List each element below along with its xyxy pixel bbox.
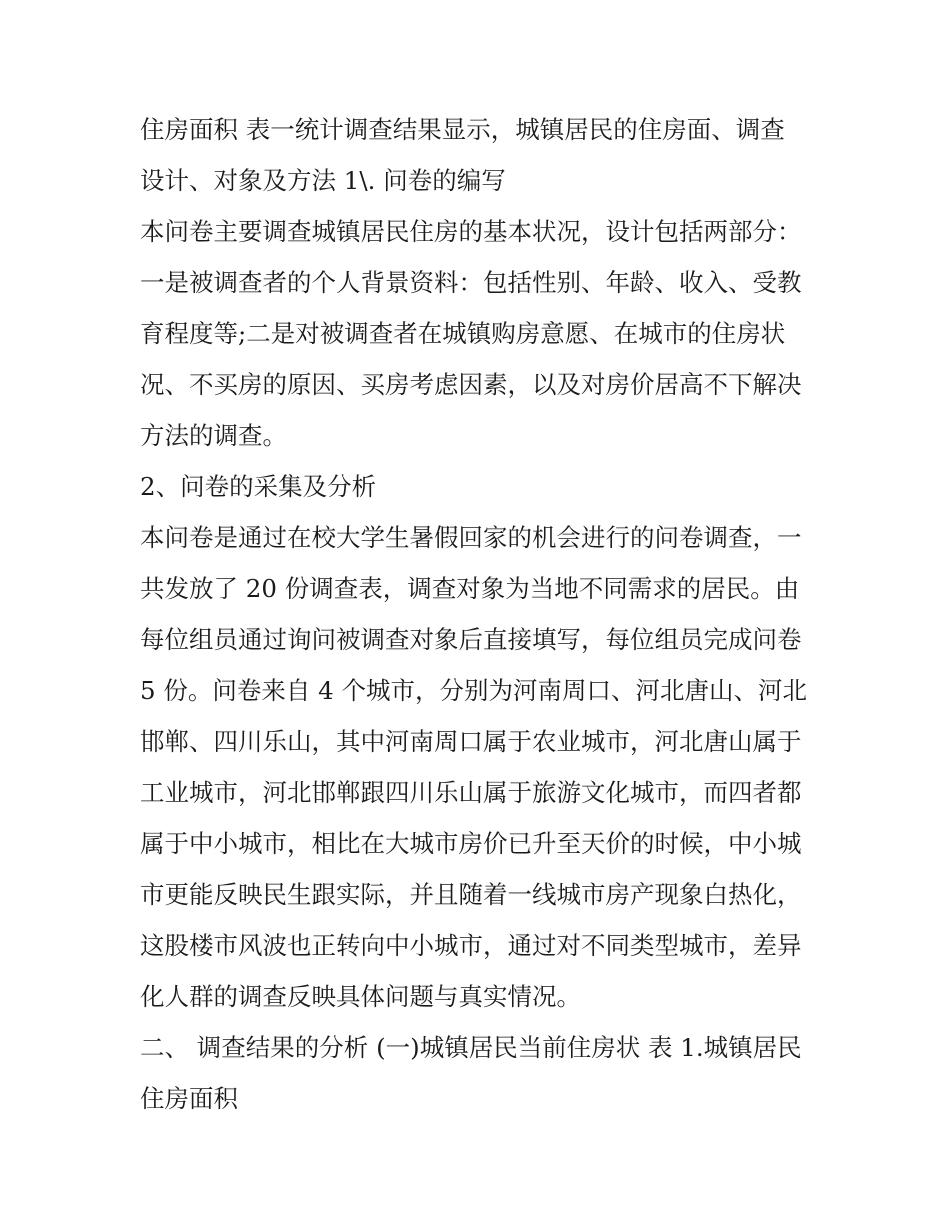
text-line: 市更能反映民生跟实际，并且随着一线城市房产现象白热化，	[140, 880, 802, 909]
text-line: 5 份。问卷来自 4 个城市，分别为河南周口、河北唐山、河北	[140, 676, 808, 705]
text-line: 本问卷主要调查城镇居民住房的基本状况，设计包括两部分：	[140, 217, 802, 246]
text-line: 属于中小城市，相比在大城市房价已升至天价的时候，中小城	[140, 829, 802, 858]
text-line: 住房面积	[140, 1084, 238, 1113]
section-heading: 2、问卷的采集及分析	[140, 472, 377, 501]
text-line: 本问卷是通过在校大学生暑假回家的机会进行的问卷调查，一	[140, 523, 802, 552]
text-line: 方法的调查。	[140, 421, 287, 450]
text-line: 工业城市，河北邯郸跟四川乐山属于旅游文化城市，而四者都	[140, 778, 802, 807]
text-line: 育程度等;二是对被调查者在城镇购房意愿、在城市的住房状	[140, 319, 786, 348]
text-line: 况、不买房的原因、买房考虑因素，以及对房价居高不下解决	[140, 370, 802, 399]
text-line: 一是被调查者的个人背景资料：包括性别、年龄、收入、受教	[140, 268, 802, 297]
text-line: 住房面积 表一统计调查结果显示，城镇居民的住房面、调查	[140, 115, 785, 144]
text-line: 设计、对象及方法 1\. 问卷的编写	[140, 166, 506, 195]
text-line: 邯郸、四川乐山，其中河南周口属于农业城市，河北唐山属于	[140, 727, 802, 756]
text-line: 每位组员通过询问被调查对象后直接填写，每位组员完成问卷	[140, 625, 802, 654]
section-heading: 二、 调查结果的分析 (一)城镇居民当前住房状 表 1.城镇居民	[140, 1033, 802, 1062]
text-line: 这股楼市风波也正转向中小城市，通过对不同类型城市，差异	[140, 931, 802, 960]
text-line: 化人群的调查反映具体问题与真实情况。	[140, 982, 581, 1011]
document-body	[140, 104, 820, 1124]
text-line: 共发放了 20 份调查表，调查对象为当地不同需求的居民。由	[140, 574, 800, 603]
